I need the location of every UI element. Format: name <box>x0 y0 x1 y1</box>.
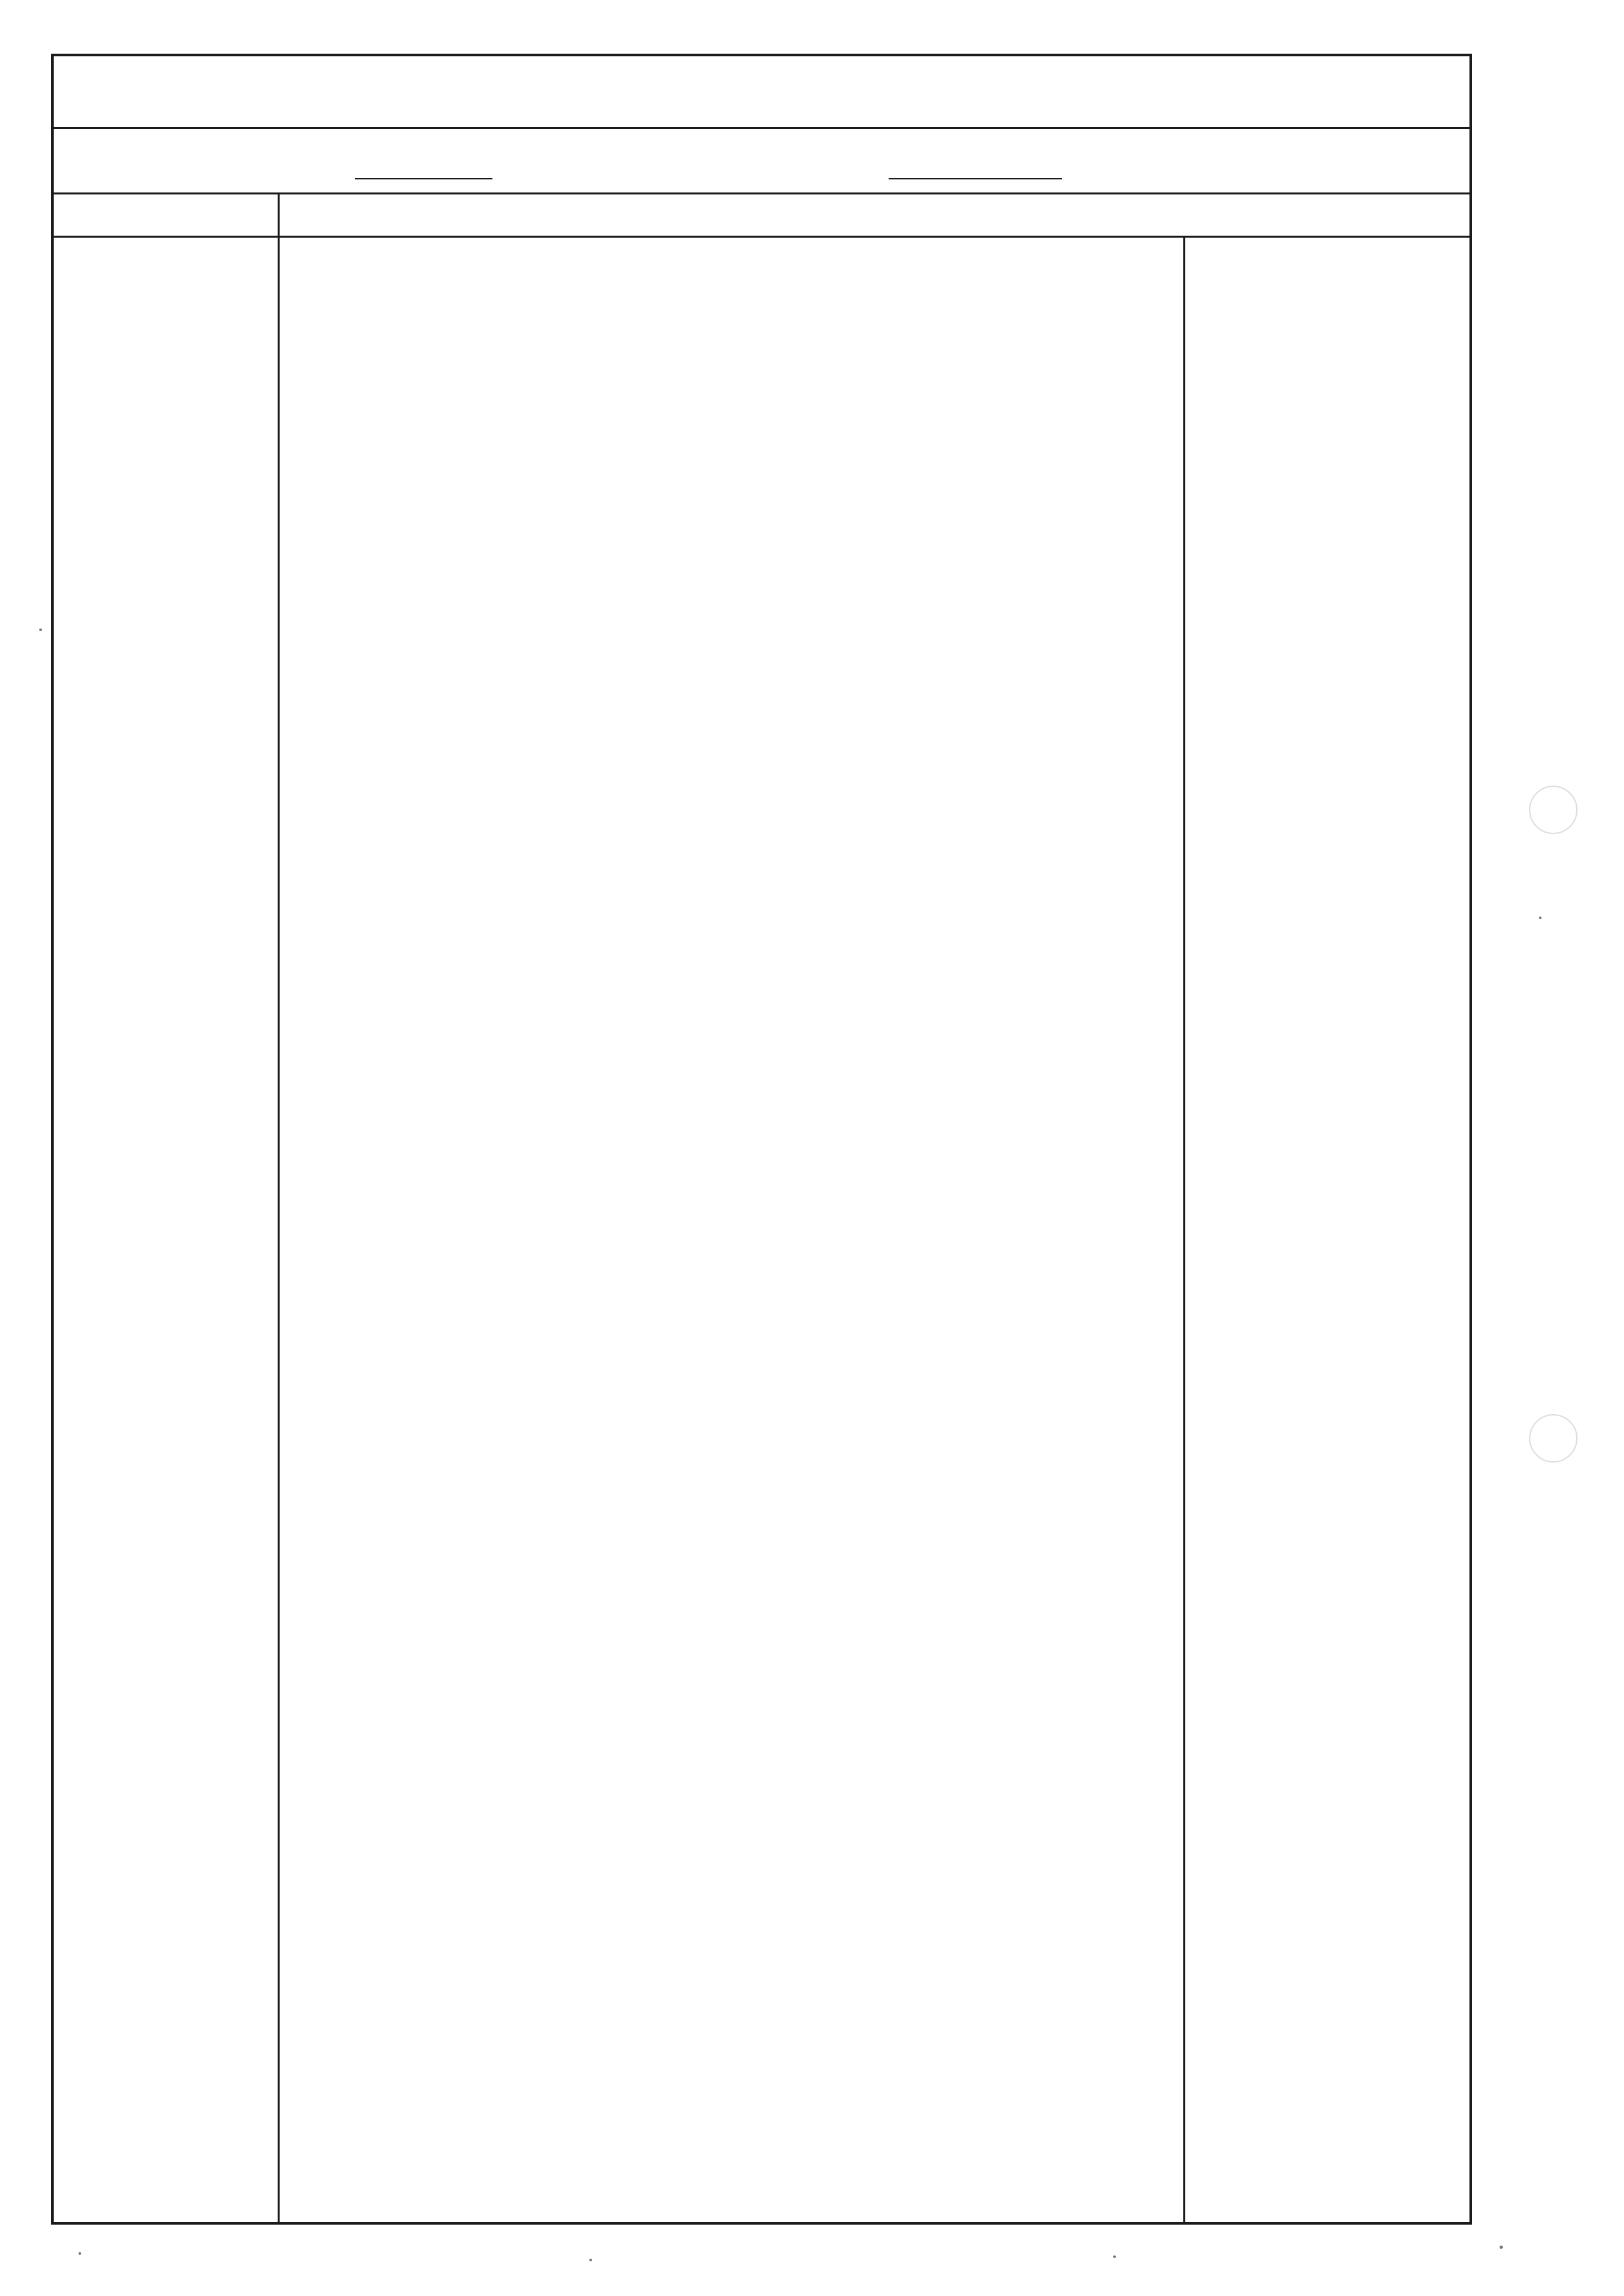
header-subject <box>54 192 278 236</box>
class-field <box>355 141 492 179</box>
table-header <box>54 192 1469 238</box>
scan-speck <box>589 2259 592 2261</box>
title-row <box>54 56 1469 129</box>
header-content <box>280 192 1183 236</box>
punch-hole-mark <box>1529 786 1578 834</box>
info-row <box>54 127 1469 194</box>
column-divider-due <box>1183 236 1185 2225</box>
scan-speck <box>1500 2246 1503 2249</box>
scan-speck <box>1539 917 1541 919</box>
class-underline <box>355 141 492 179</box>
date-underline <box>889 141 1062 179</box>
column-divider-subject <box>278 192 280 2225</box>
homework-diary-sheet <box>51 54 1472 2225</box>
punch-hole-mark <box>1529 1414 1578 1463</box>
scan-speck <box>39 629 42 631</box>
date-field <box>889 141 1062 179</box>
scan-speck <box>79 2252 81 2255</box>
header-due-date <box>1185 192 1472 236</box>
scan-speck <box>1113 2255 1116 2258</box>
